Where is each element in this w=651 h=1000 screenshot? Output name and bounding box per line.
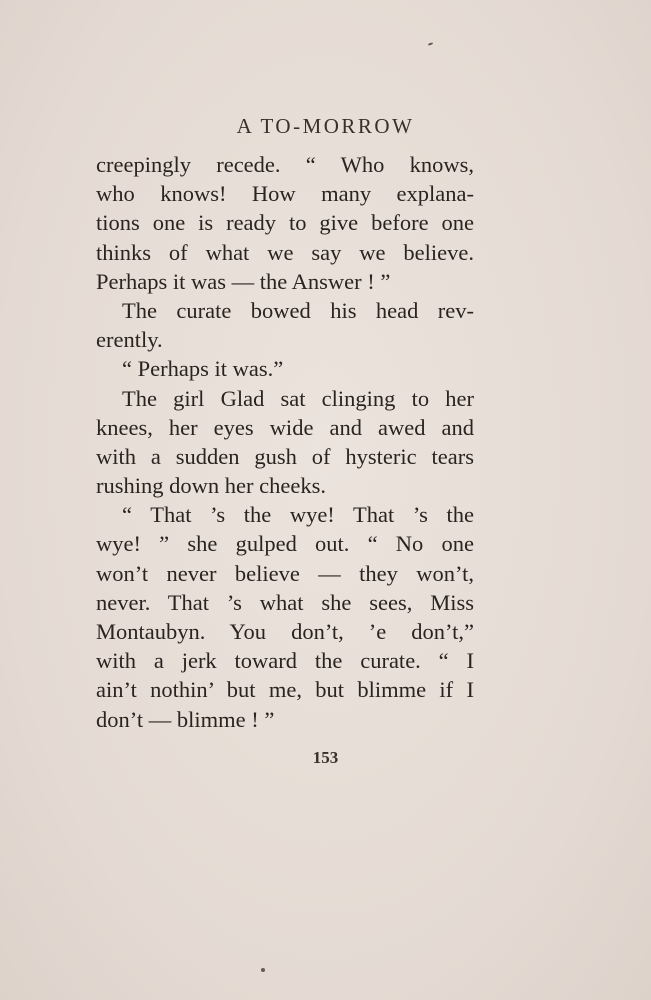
text-line: rushing down her cheeks. — [96, 473, 326, 499]
text-line: “ That ’s the wye! That ’s the — [122, 502, 474, 528]
text-line: ain’t nothin’ but me, but blimme if I — [96, 677, 474, 703]
text-line: with a sudden gush of hysteric tears — [96, 443, 474, 469]
ink-speck — [261, 968, 265, 972]
text-line: thinks of what we say we believe. — [96, 239, 474, 265]
text-line: The girl Glad sat clinging to her — [122, 385, 474, 411]
text-line: erently. — [96, 327, 163, 353]
text-line: who knows! How many explana- — [96, 181, 474, 207]
running-head: A TO-MORROW — [236, 114, 415, 138]
text-line: won’t never believe — they won’t, — [96, 560, 474, 586]
text-line: tions one is ready to give before one — [96, 210, 474, 236]
text-line: Perhaps it was — the Answer ! ” — [96, 268, 391, 294]
text-line: Montaubyn. You don’t, ’e don’t,” — [96, 619, 474, 644]
text-line: with a jerk toward the curate. “ I — [96, 648, 474, 674]
page-number: 153 — [312, 748, 339, 767]
ink-speck — [428, 42, 433, 46]
text-line: never. That ’s what she sees, Miss — [96, 589, 474, 615]
text-line: wye! ” she gulped out. “ No one — [96, 531, 474, 557]
text-line: The curate bowed his head rev- — [122, 297, 474, 323]
text-line: creepingly recede. “ Who knows, — [96, 152, 474, 177]
text-line: don’t — blimme ! ” — [96, 706, 275, 732]
text-line: “ Perhaps it was.” — [122, 356, 284, 382]
text-line: knees, her eyes wide and awed and — [96, 414, 474, 440]
body-text — [96, 150, 474, 734]
